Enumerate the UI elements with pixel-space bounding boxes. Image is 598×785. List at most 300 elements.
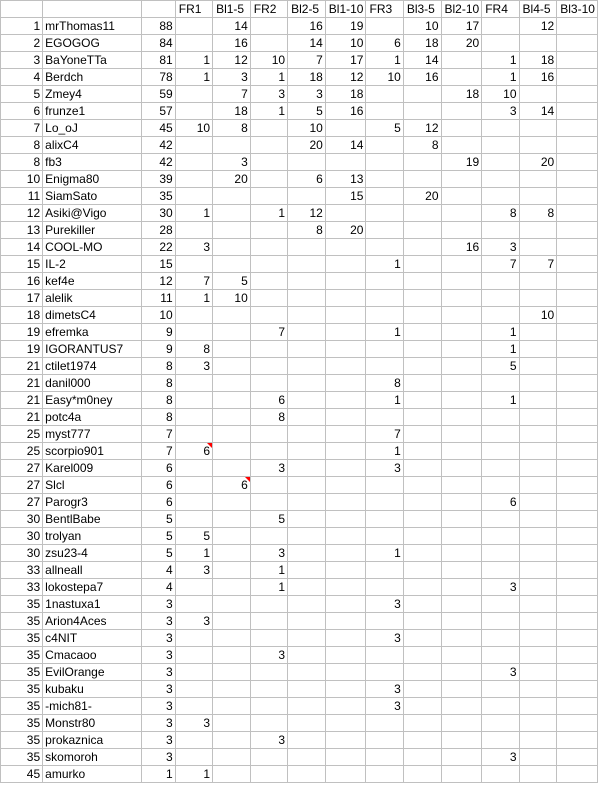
score-cell[interactable] (325, 443, 366, 460)
rank-cell[interactable]: 6 (1, 103, 43, 120)
player-name-cell[interactable]: trolyan (43, 528, 142, 545)
score-cell[interactable] (325, 698, 366, 715)
player-name-cell[interactable]: scorpio901 (43, 443, 142, 460)
score-cell[interactable] (441, 222, 482, 239)
score-cell[interactable] (366, 715, 403, 732)
score-cell[interactable] (325, 715, 366, 732)
rank-cell[interactable]: 30 (1, 528, 43, 545)
score-cell[interactable] (250, 664, 287, 681)
score-cell[interactable] (557, 154, 598, 171)
score-cell[interactable] (519, 392, 557, 409)
score-cell[interactable] (519, 35, 557, 52)
score-cell[interactable] (366, 409, 403, 426)
score-cell[interactable] (557, 528, 598, 545)
score-cell[interactable] (175, 732, 212, 749)
score-cell[interactable] (403, 460, 441, 477)
player-name-cell[interactable]: COOL-MO (43, 239, 142, 256)
score-cell[interactable] (175, 256, 212, 273)
score-cell[interactable] (288, 477, 326, 494)
total-cell[interactable]: 6 (141, 460, 175, 477)
score-cell[interactable] (403, 290, 441, 307)
score-cell[interactable] (482, 698, 519, 715)
score-cell[interactable] (250, 35, 287, 52)
player-name-cell[interactable]: Arion4Aces (43, 613, 142, 630)
score-cell[interactable] (403, 341, 441, 358)
score-cell[interactable] (175, 86, 212, 103)
score-cell[interactable] (557, 494, 598, 511)
rank-cell[interactable]: 11 (1, 188, 43, 205)
score-cell[interactable]: 3 (366, 630, 403, 647)
score-cell[interactable]: 1 (175, 766, 212, 783)
score-cell[interactable] (441, 52, 482, 69)
score-cell[interactable] (519, 86, 557, 103)
score-cell[interactable]: 1 (366, 256, 403, 273)
score-cell[interactable] (175, 749, 212, 766)
rank-cell[interactable]: 35 (1, 698, 43, 715)
score-cell[interactable] (557, 341, 598, 358)
score-cell[interactable] (441, 766, 482, 783)
rank-cell[interactable]: 15 (1, 256, 43, 273)
score-cell[interactable] (325, 477, 366, 494)
score-cell[interactable]: 19 (441, 154, 482, 171)
score-cell[interactable]: 1 (175, 52, 212, 69)
total-cell[interactable]: 5 (141, 511, 175, 528)
score-cell[interactable] (288, 579, 326, 596)
score-cell[interactable] (175, 324, 212, 341)
score-cell[interactable]: 3 (250, 86, 287, 103)
score-cell[interactable] (519, 664, 557, 681)
score-cell[interactable] (519, 409, 557, 426)
player-name-cell[interactable]: danil000 (43, 375, 142, 392)
score-cell[interactable]: 20 (213, 171, 251, 188)
score-cell[interactable] (325, 358, 366, 375)
score-cell[interactable] (213, 681, 251, 698)
score-cell[interactable]: 10 (482, 86, 519, 103)
player-name-cell[interactable]: allneall (43, 562, 142, 579)
score-cell[interactable]: 1 (482, 341, 519, 358)
score-cell[interactable] (441, 273, 482, 290)
score-cell[interactable]: 1 (482, 52, 519, 69)
score-cell[interactable] (366, 188, 403, 205)
total-cell[interactable]: 6 (141, 477, 175, 494)
score-cell[interactable] (557, 664, 598, 681)
score-cell[interactable] (213, 494, 251, 511)
score-cell[interactable]: 1 (250, 579, 287, 596)
score-cell[interactable] (175, 647, 212, 664)
score-cell[interactable] (482, 528, 519, 545)
score-cell[interactable] (250, 766, 287, 783)
score-cell[interactable] (288, 630, 326, 647)
rank-cell[interactable]: 21 (1, 375, 43, 392)
player-name-cell[interactable]: Asiki@Vigo (43, 205, 142, 222)
score-cell[interactable] (366, 613, 403, 630)
score-cell[interactable] (325, 528, 366, 545)
rank-cell[interactable]: 10 (1, 171, 43, 188)
rank-cell[interactable]: 7 (1, 120, 43, 137)
player-name-cell[interactable]: lokostepa7 (43, 579, 142, 596)
player-name-cell[interactable]: Parogr3 (43, 494, 142, 511)
rank-cell[interactable]: 2 (1, 35, 43, 52)
rank-cell[interactable]: 33 (1, 562, 43, 579)
score-cell[interactable] (441, 511, 482, 528)
score-cell[interactable] (288, 443, 326, 460)
rank-cell[interactable]: 30 (1, 545, 43, 562)
score-cell[interactable]: 20 (325, 222, 366, 239)
score-cell[interactable] (288, 409, 326, 426)
score-cell[interactable] (288, 698, 326, 715)
score-cell[interactable]: 5 (175, 528, 212, 545)
score-cell[interactable] (482, 18, 519, 35)
score-cell[interactable] (288, 290, 326, 307)
total-cell[interactable]: 30 (141, 205, 175, 222)
score-cell[interactable] (519, 137, 557, 154)
score-cell[interactable] (519, 681, 557, 698)
score-cell[interactable] (519, 511, 557, 528)
rank-cell[interactable]: 45 (1, 766, 43, 783)
rank-cell[interactable]: 35 (1, 664, 43, 681)
score-cell[interactable] (175, 188, 212, 205)
total-cell[interactable]: 35 (141, 188, 175, 205)
score-cell[interactable] (213, 579, 251, 596)
score-cell[interactable] (175, 511, 212, 528)
score-cell[interactable] (325, 749, 366, 766)
rank-cell[interactable]: 35 (1, 732, 43, 749)
player-name-cell[interactable]: dimetsC4 (43, 307, 142, 324)
score-cell[interactable] (250, 681, 287, 698)
score-cell[interactable] (403, 562, 441, 579)
score-cell[interactable] (288, 460, 326, 477)
score-cell[interactable] (175, 426, 212, 443)
score-cell[interactable] (519, 579, 557, 596)
rank-cell[interactable]: 5 (1, 86, 43, 103)
score-cell[interactable] (557, 375, 598, 392)
total-cell[interactable]: 3 (141, 613, 175, 630)
score-cell[interactable] (441, 477, 482, 494)
rank-cell[interactable]: 30 (1, 511, 43, 528)
column-header[interactable]: FR3 (366, 1, 403, 18)
score-cell[interactable] (250, 239, 287, 256)
player-name-cell[interactable]: mrThomas11 (43, 18, 142, 35)
score-cell[interactable]: 14 (519, 103, 557, 120)
score-cell[interactable] (175, 579, 212, 596)
score-cell[interactable]: 6 (288, 171, 326, 188)
total-cell[interactable]: 22 (141, 239, 175, 256)
total-cell[interactable]: 4 (141, 562, 175, 579)
score-cell[interactable]: 1 (175, 205, 212, 222)
rank-cell[interactable]: 27 (1, 494, 43, 511)
score-cell[interactable] (288, 715, 326, 732)
score-cell[interactable] (175, 664, 212, 681)
score-cell[interactable] (557, 86, 598, 103)
score-cell[interactable] (366, 528, 403, 545)
score-cell[interactable] (557, 732, 598, 749)
score-cell[interactable] (441, 715, 482, 732)
score-cell[interactable] (213, 562, 251, 579)
score-cell[interactable]: 6 (213, 477, 251, 494)
total-cell[interactable]: 3 (141, 732, 175, 749)
score-cell[interactable] (213, 749, 251, 766)
score-cell[interactable] (366, 222, 403, 239)
score-cell[interactable] (250, 137, 287, 154)
score-cell[interactable] (519, 732, 557, 749)
player-name-cell[interactable]: BentlBabe (43, 511, 142, 528)
score-cell[interactable] (250, 613, 287, 630)
score-cell[interactable] (557, 18, 598, 35)
score-cell[interactable]: 3 (482, 749, 519, 766)
score-cell[interactable] (325, 375, 366, 392)
score-cell[interactable] (175, 698, 212, 715)
score-cell[interactable]: 19 (325, 18, 366, 35)
score-cell[interactable]: 7 (175, 273, 212, 290)
score-cell[interactable] (403, 426, 441, 443)
score-cell[interactable] (213, 188, 251, 205)
score-cell[interactable] (250, 477, 287, 494)
score-cell[interactable]: 10 (250, 52, 287, 69)
score-cell[interactable] (288, 545, 326, 562)
total-cell[interactable]: 57 (141, 103, 175, 120)
score-cell[interactable] (403, 392, 441, 409)
rank-cell[interactable]: 12 (1, 205, 43, 222)
score-cell[interactable] (403, 596, 441, 613)
score-cell[interactable] (441, 613, 482, 630)
score-cell[interactable] (175, 307, 212, 324)
score-cell[interactable] (482, 154, 519, 171)
rank-cell[interactable]: 3 (1, 52, 43, 69)
score-cell[interactable] (366, 86, 403, 103)
score-cell[interactable] (250, 171, 287, 188)
score-cell[interactable] (557, 630, 598, 647)
score-cell[interactable] (175, 103, 212, 120)
score-cell[interactable] (175, 596, 212, 613)
score-cell[interactable]: 1 (175, 545, 212, 562)
score-cell[interactable] (288, 732, 326, 749)
score-cell[interactable] (213, 341, 251, 358)
score-cell[interactable] (403, 681, 441, 698)
column-header[interactable]: Bl2-5 (288, 1, 326, 18)
score-cell[interactable] (175, 171, 212, 188)
score-cell[interactable] (519, 630, 557, 647)
score-cell[interactable]: 8 (482, 205, 519, 222)
score-cell[interactable] (519, 715, 557, 732)
score-cell[interactable] (213, 766, 251, 783)
score-cell[interactable] (557, 647, 598, 664)
score-cell[interactable] (403, 698, 441, 715)
rank-cell[interactable]: 25 (1, 443, 43, 460)
player-name-cell[interactable]: Easy*m0ney (43, 392, 142, 409)
score-cell[interactable]: 1 (366, 545, 403, 562)
score-cell[interactable]: 3 (175, 613, 212, 630)
score-cell[interactable]: 1 (250, 103, 287, 120)
score-cell[interactable] (403, 545, 441, 562)
score-cell[interactable]: 18 (325, 86, 366, 103)
total-cell[interactable]: 11 (141, 290, 175, 307)
total-cell[interactable]: 28 (141, 222, 175, 239)
score-cell[interactable] (403, 664, 441, 681)
score-cell[interactable] (366, 732, 403, 749)
player-name-cell[interactable]: ctilet1974 (43, 358, 142, 375)
column-header[interactable]: FR1 (175, 1, 212, 18)
score-cell[interactable] (250, 715, 287, 732)
score-cell[interactable] (519, 290, 557, 307)
score-cell[interactable] (325, 426, 366, 443)
total-cell[interactable]: 3 (141, 681, 175, 698)
score-cell[interactable] (519, 528, 557, 545)
score-cell[interactable] (175, 477, 212, 494)
rank-cell[interactable]: 1 (1, 18, 43, 35)
score-cell[interactable]: 18 (403, 35, 441, 52)
score-cell[interactable] (325, 545, 366, 562)
rank-cell[interactable]: 14 (1, 239, 43, 256)
score-cell[interactable] (325, 681, 366, 698)
score-cell[interactable] (482, 715, 519, 732)
player-name-cell[interactable]: alixC4 (43, 137, 142, 154)
score-cell[interactable]: 10 (519, 307, 557, 324)
rank-cell[interactable]: 27 (1, 460, 43, 477)
column-header[interactable]: Bl3-5 (403, 1, 441, 18)
total-cell[interactable]: 3 (141, 664, 175, 681)
score-cell[interactable] (441, 630, 482, 647)
total-cell[interactable]: 42 (141, 154, 175, 171)
score-cell[interactable]: 15 (325, 188, 366, 205)
score-cell[interactable] (403, 307, 441, 324)
score-cell[interactable] (441, 375, 482, 392)
score-cell[interactable]: 1 (366, 52, 403, 69)
column-header[interactable]: Bl1-10 (325, 1, 366, 18)
player-name-cell[interactable]: c4NIT (43, 630, 142, 647)
score-cell[interactable] (288, 596, 326, 613)
score-cell[interactable] (288, 375, 326, 392)
rank-cell[interactable]: 27 (1, 477, 43, 494)
rank-cell[interactable]: 21 (1, 358, 43, 375)
score-cell[interactable]: 18 (213, 103, 251, 120)
score-cell[interactable] (557, 749, 598, 766)
score-cell[interactable] (519, 222, 557, 239)
score-cell[interactable] (288, 188, 326, 205)
score-cell[interactable] (325, 494, 366, 511)
score-cell[interactable] (213, 375, 251, 392)
score-cell[interactable]: 14 (325, 137, 366, 154)
score-cell[interactable] (366, 664, 403, 681)
score-cell[interactable] (441, 426, 482, 443)
rank-cell[interactable]: 35 (1, 630, 43, 647)
score-cell[interactable] (213, 409, 251, 426)
score-cell[interactable] (441, 732, 482, 749)
score-cell[interactable] (482, 477, 519, 494)
column-header[interactable]: FR2 (250, 1, 287, 18)
score-cell[interactable] (325, 205, 366, 222)
score-cell[interactable] (519, 596, 557, 613)
score-cell[interactable] (325, 562, 366, 579)
score-cell[interactable] (441, 188, 482, 205)
total-cell[interactable]: 88 (141, 18, 175, 35)
score-cell[interactable]: 10 (175, 120, 212, 137)
score-cell[interactable] (325, 460, 366, 477)
score-cell[interactable] (441, 103, 482, 120)
score-cell[interactable] (482, 443, 519, 460)
score-cell[interactable]: 13 (325, 171, 366, 188)
player-name-cell[interactable]: Zmey4 (43, 86, 142, 103)
score-cell[interactable]: 12 (288, 205, 326, 222)
score-cell[interactable] (288, 494, 326, 511)
score-cell[interactable] (366, 511, 403, 528)
score-cell[interactable] (482, 647, 519, 664)
score-cell[interactable]: 5 (250, 511, 287, 528)
score-cell[interactable] (288, 613, 326, 630)
score-cell[interactable] (519, 426, 557, 443)
score-cell[interactable] (403, 256, 441, 273)
rank-cell[interactable]: 35 (1, 613, 43, 630)
score-cell[interactable]: 6 (482, 494, 519, 511)
score-cell[interactable]: 3 (288, 86, 326, 103)
player-name-cell[interactable]: alelik (43, 290, 142, 307)
score-cell[interactable]: 3 (482, 664, 519, 681)
score-cell[interactable] (441, 562, 482, 579)
score-cell[interactable]: 18 (519, 52, 557, 69)
score-cell[interactable] (557, 222, 598, 239)
score-cell[interactable]: 7 (519, 256, 557, 273)
score-cell[interactable]: 3 (175, 358, 212, 375)
comment-indicator-icon[interactable] (207, 443, 212, 448)
score-cell[interactable]: 12 (213, 52, 251, 69)
score-cell[interactable] (403, 715, 441, 732)
score-cell[interactable]: 20 (519, 154, 557, 171)
score-cell[interactable] (366, 579, 403, 596)
score-cell[interactable] (557, 766, 598, 783)
score-cell[interactable] (325, 596, 366, 613)
score-cell[interactable] (288, 341, 326, 358)
rank-cell[interactable]: 19 (1, 341, 43, 358)
column-header[interactable]: Bl2-10 (441, 1, 482, 18)
score-cell[interactable] (557, 307, 598, 324)
score-cell[interactable] (403, 103, 441, 120)
score-cell[interactable] (325, 732, 366, 749)
total-cell[interactable]: 81 (141, 52, 175, 69)
score-cell[interactable]: 12 (325, 69, 366, 86)
score-cell[interactable] (175, 375, 212, 392)
score-cell[interactable] (250, 290, 287, 307)
score-cell[interactable]: 1 (482, 324, 519, 341)
score-cell[interactable] (288, 528, 326, 545)
score-cell[interactable]: 3 (250, 545, 287, 562)
score-cell[interactable] (519, 698, 557, 715)
score-cell[interactable]: 3 (250, 647, 287, 664)
total-cell[interactable]: 3 (141, 698, 175, 715)
score-cell[interactable] (213, 460, 251, 477)
score-cell[interactable] (213, 528, 251, 545)
score-cell[interactable]: 7 (482, 256, 519, 273)
rank-cell[interactable]: 13 (1, 222, 43, 239)
score-cell[interactable] (213, 358, 251, 375)
score-cell[interactable]: 3 (366, 596, 403, 613)
score-cell[interactable] (366, 766, 403, 783)
score-cell[interactable] (288, 562, 326, 579)
score-cell[interactable]: 5 (288, 103, 326, 120)
score-cell[interactable] (213, 630, 251, 647)
score-cell[interactable]: 10 (403, 18, 441, 35)
score-cell[interactable] (366, 103, 403, 120)
score-cell[interactable] (482, 681, 519, 698)
total-cell[interactable]: 3 (141, 596, 175, 613)
score-cell[interactable] (325, 239, 366, 256)
score-cell[interactable] (557, 256, 598, 273)
score-cell[interactable] (403, 324, 441, 341)
score-cell[interactable]: 18 (288, 69, 326, 86)
score-cell[interactable] (213, 324, 251, 341)
score-cell[interactable] (213, 545, 251, 562)
score-cell[interactable]: 7 (288, 52, 326, 69)
score-cell[interactable]: 3 (366, 698, 403, 715)
column-header[interactable]: Bl1-5 (213, 1, 251, 18)
